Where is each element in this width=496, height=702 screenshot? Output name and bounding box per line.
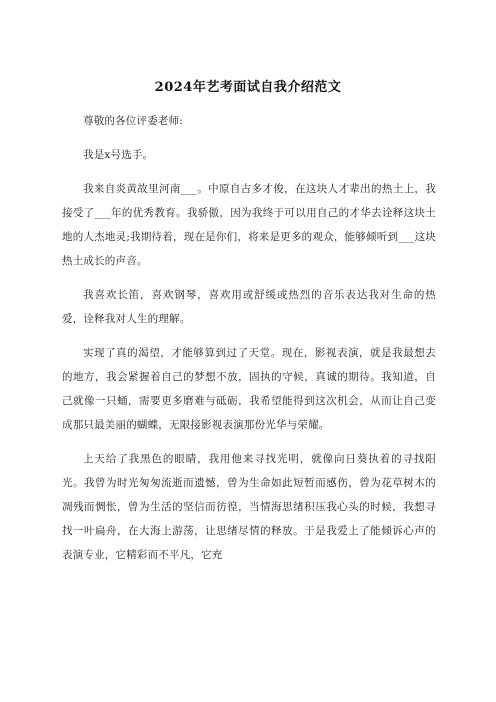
hometown-paragraph: 我来自炎黄故里河南___。中原自古多才俊，在这块人才辈出的热土上，我接受了___年的优秀教育。我骄傲，因为我终于可以用自己的才华去诠释这块土地的人杰地灵;我期待着，现在是你们，将来是更多的观众，能够倾听到___这块热土成长的声音。 — [62, 183, 436, 267]
hobbies-paragraph: 我喜欢长笛，喜欢钢琴，喜欢用或舒缓或热烈的音乐表达我对生命的热爱，诠释我对人生的理解。 — [62, 289, 436, 325]
document-body — [62, 109, 436, 577]
reflection-paragraph: 上天给了我黑色的眼睛，我用他来寻找光明，就像向日葵执着的寻找阳光。我曾为时光匆匆流逝而遗憾，曾为生命如此短暂而感伤，曾为花草树木的凋残而惆怅，曾为生活的坚信而彷徨，当情海思绪积压我心头的时候，我想寻找一叶扁舟，在大海上游荡，让思绪尽情的释放。于是我爱上了能倾诉心声的表演专业，它精彩而不平凡，它充 — [62, 453, 436, 561]
intro-paragraph: 我是x号选手。 — [83, 149, 154, 161]
document-title: 2024年艺考面试自我介绍范文 — [154, 80, 342, 95]
aspiration-paragraph: 实现了真的渴望，才能够算到过了天堂。现在，影视表演，就是我最想去的地方，我会紧握着自己的梦想不放，固执的守候，真诚的期待。我知道，自己就像一只蛹，需要更多磨难与砥砺，我希望能得到这次机会，从而让自己变成那只最美丽的蝴蝶，无限接影视表演那份光华与荣耀。 — [62, 347, 436, 431]
salutation-paragraph: 尊敬的各位评委老师: — [83, 115, 184, 127]
